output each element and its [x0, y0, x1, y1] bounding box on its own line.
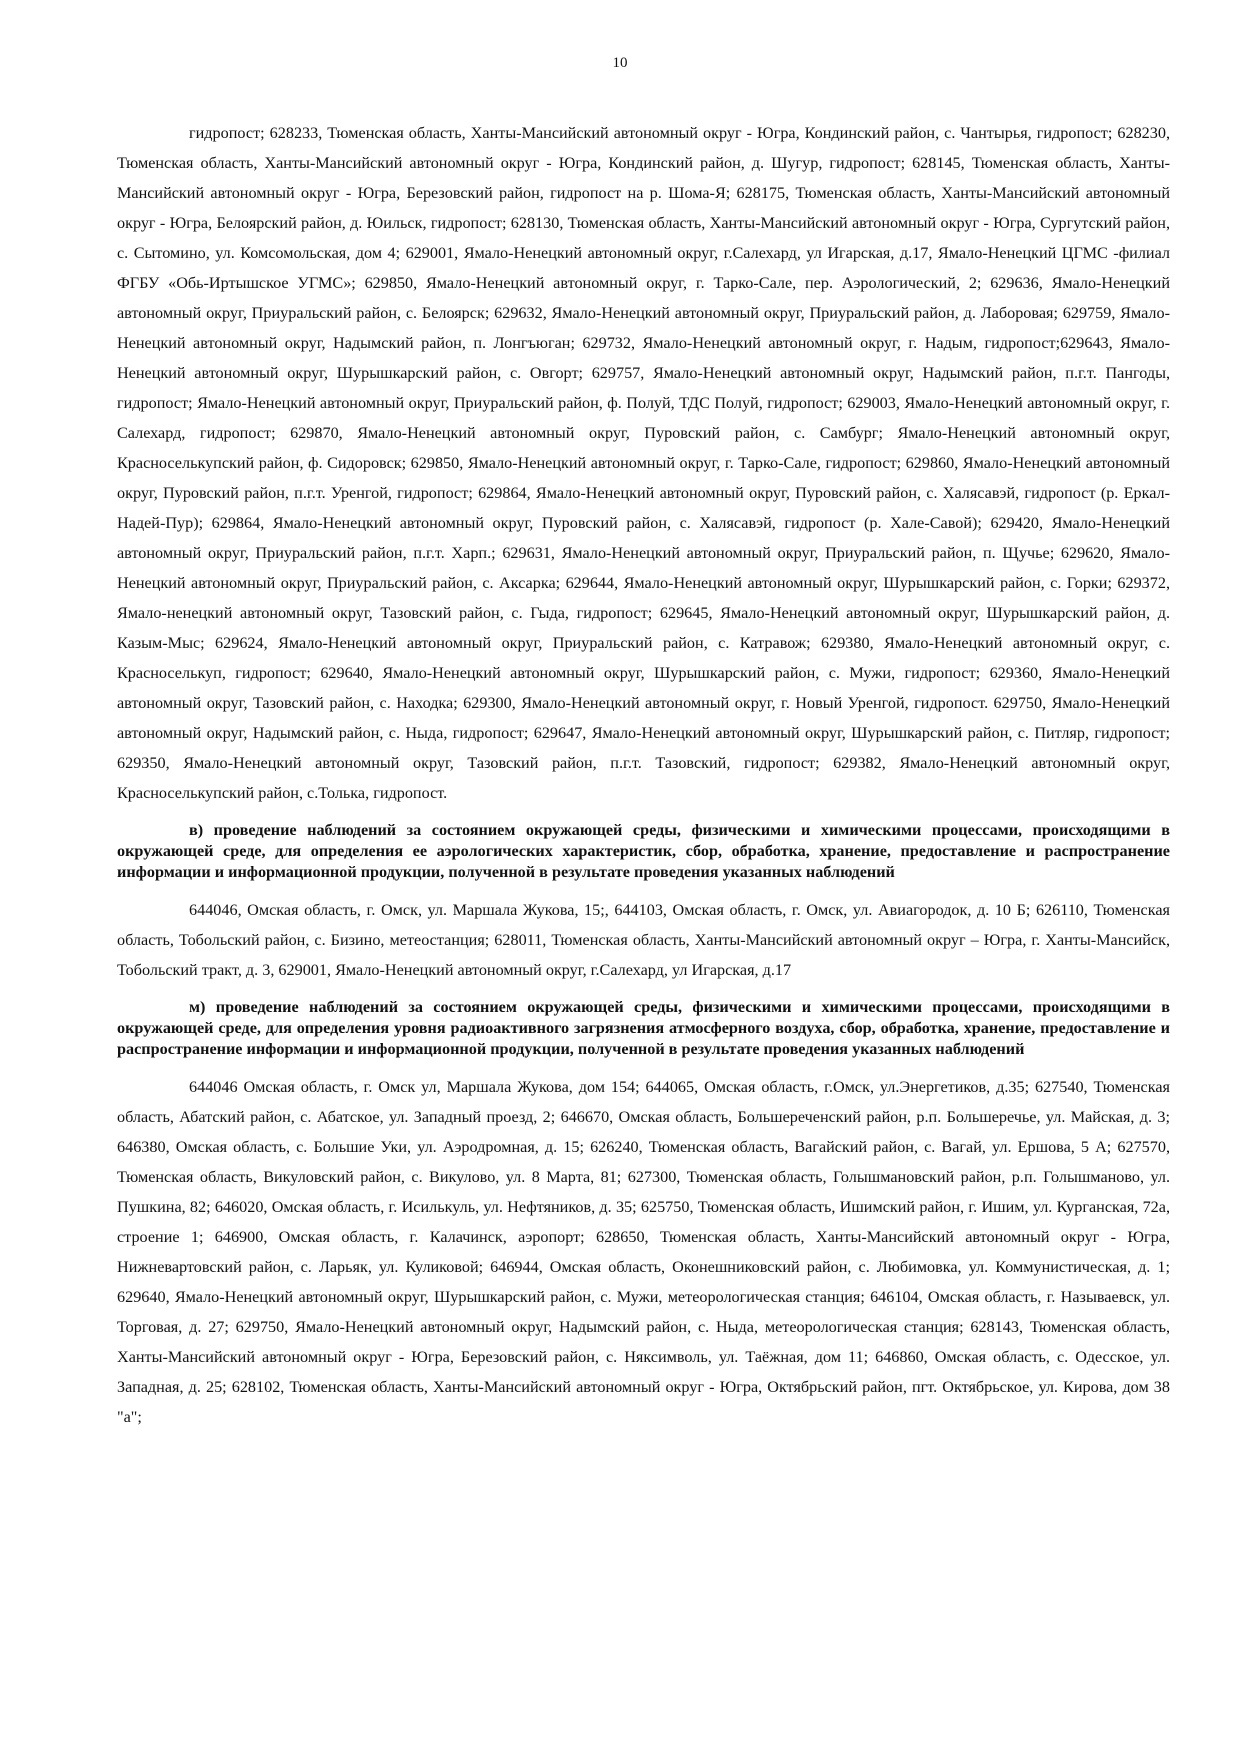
section-heading-v: в) проведение наблюдений за состоянием окружающей среды, физическими и химическими процессами, происходящими в окружающей среде, для определения ее аэрологических характеристик, сбор, обработка, хранение, предоставление и распространение информации и информационной продукции, полученной в результате проведения указанных наблюдений — [117, 821, 1170, 881]
page-number: 10 — [612, 55, 628, 71]
paragraph-aerology-addresses: 644046, Омская область, г. Омск, ул. Маршала Жукова, 15;, 644103, Омская область, г. Омск, ул. Авиагородок, д. 10 Б; 626110, Тюменская область, Тобольский район, с. Бизино, метеостанция; 628011, Тюменская область, Ханты-Мансийский автономный округ – Югра, г. Ханты-Мансийск, Тобольский тракт, д. 3, 629001, Ямало-Ненецкий автономный округ, г.Салехард, ул Игарская, д.17 — [117, 901, 1170, 979]
paragraph-hydroposts-list: гидропост; 628233, Тюменская область, Ханты-Мансийский автономный округ - Югра, Кондинский район, с. Чантырья, гидропост; 628230, Тюменская область, Ханты-Мансийский автономный округ - Югра, Кондинский район, д. Шугур, гидропост; 628145, Тюменская область, Ханты-Мансийский автономный округ - Югра, Березовский район, гидропост на р. Шома-Я; 628175, Тюменская область, Ханты-Мансийский автономный округ - Югра, Белоярский район, д. Юильск, гидропост; 628130, Тюменская область, Ханты-Мансийский автономный округ - Югра, Сургутский район, с. Сытомино, ул. Комсомольская, дом 4; 629001, Ямало-Ненецкий автономный округ, г.Салехард, ул Игарская, д.17, Ямало-Ненецкий ЦГМС -филиал ФГБУ «Обь-Иртышское УГМС»; 629850, Ямало-Ненецкий автономный округ, г. Тарко-Сале, пер. Аэрологический, 2; 629636, Ямало-Ненецкий автономный округ, Приуральский район, с. Белоярск; 629632, Ямало-Ненецкий автономный округ, Приуральский район, д. Лаборовая; 629759, Ямало-Ненецкий автономный округ, Надымский район, п. Лонгъюган; 629732, Ямало-Ненецкий автономный округ, г. Надым, гидропост;629643, Ямало-Ненецкий автономный округ, Шурышкарский район, с. Овгорт; 629757, Ямало-Ненецкий автономный округ, Надымский район, п.г.т. Пангоды, гидропост; Ямало-Ненецкий автономный округ, Приуральский район, ф. Полуй, ТДС Полуй, гидропост; 629003, Ямало-Ненецкий автономный округ, г. Салехард, гидропост; 629870, Ямало-Ненецкий автономный округ, Пуровский район, с. Самбург; Ямало-Ненецкий автономный округ, Красноселькупский район, ф. Сидоровск; 629850, Ямало-Ненецкий автономный округ, г. Тарко-Сале, гидропост; 629860, Ямало-Ненецкий автономный округ, Пуровский район, п.г.т. Уренгой, гидропост; 629864, Ямало-Ненецкий автономный округ, Пуровский район, с. Халясавэй, гидропост (р. Еркал-Надей-Пур); 629864, Ямало-Ненецкий автономный округ, Пуровский район, с. Халясавэй, гидропост (р. Хале-Савой); 629420, Ямало-Ненецкий автономный округ, Приуральский район, п.г.т. Харп.; 629631, Ямало-Ненецкий автономный округ, Приуральский район, п. Щучье; 629620, Ямало-Ненецкий автономный округ, Приуральский район, с. Аксарка; 629644, Ямало-Ненецкий автономный округ, Шурышкарский район, с. Горки; 629372, Ямало-ненецкий автономный округ, Тазовский район, с. Гыда, гидропост; 629645, Ямало-Ненецкий автономный округ, Шурышкарский район, д. Казым-Мыс; 629624, Ямало-Ненецкий автономный округ, Приуральский район, с. Катравож; 629380, Ямало-Ненецкий автономный округ, с. Красноселькуп, гидропост; 629640, Ямало-Ненецкий автономный округ, Шурышкарский район, с. Мужи, гидропост; 629360, Ямало-Ненецкий автономный округ, Тазовский район, с. Находка; 629300, Ямало-Ненецкий автономный округ, г. Новый Уренгой, гидропост. 629750, Ямало-Ненецкий автономный округ, Надымский район, с. Ныда, гидропост; 629647, Ямало-Ненецкий автономный округ, Шурышкарский район, с. Питляр, гидропост; 629350, Ямало-Ненецкий автономный округ, Тазовский район, п.г.т. Тазовский, гидропост; 629382, Ямало-Ненецкий автономный округ, Красноселькупский район, с.Толька, гидропост. — [117, 124, 1170, 802]
section-heading-m: м) проведение наблюдений за состоянием окружающей среды, физическими и химическими процессами, происходящими в окружающей среде, для определения уровня радиоактивного загрязнения атмосферного воздуха, сбор, обработка, хранение, предоставление и распространение информации и информационной продукции, полученной в результате проведения указанных наблюдений — [117, 998, 1170, 1058]
paragraph-radioactivity-addresses: 644046 Омская область, г. Омск ул, Маршала Жукова, дом 154; 644065, Омская область, г.Омск, ул.Энергетиков, д.35; 627540, Тюменская область, Абатский район, с. Абатское, ул. Западный проезд, 2; 646670, Омская область, Большереченский район, р.п. Большеречье, ул. Майская, д. 3; 646380, Омская область, с. Большие Уки, ул. Аэродромная, д. 15; 626240, Тюменская область, Вагайский район, с. Вагай, ул. Ершова, 5 А; 627570, Тюменская область, Викуловский район, с. Викулово, ул. 8 Марта, 81; 627300, Тюменская область, Голышмановский район, р.п. Голышманово, ул. Пушкина, 82; 646020, Омская область, г. Исилькуль, ул. Нефтяников, д. 35; 625750, Тюменская область, Ишимский район, г. Ишим, ул. Курганская, 72а, строение 1; 646900, Омская область, г. Калачинск, аэропорт; 628650, Тюменская область, Ханты-Мансийский автономный округ - Югра, Нижневартовский район, с. Ларьяк, ул. Куликовой; 646944, Омская область, Оконешниковский район, с. Любимовка, ул. Коммунистическая, д. 1; 629640, Ямало-Ненецкий автономный округ, Шурышкарский район, с. Мужи, метеорологическая станция; 646104, Омская область, г. Называевск, ул. Торговая, д. 27; 629750, Ямало-Ненецкий автономный округ, Надымский район, с. Ныда, метеорологическая станция; 628143, Тюменская область, Ханты-Мансийский автономный округ - Югра, Березовский район, с. Няксимволь, ул. Таёжная, дом 11; 646860, Омская область, с. Одесское, ул. Западная, д. 25; 628102, Тюменская область, Ханты-Мансийский автономный округ - Югра, Октябрьский район, пгт. Октябрьское, ул. Кирова, дом 38 "а"; — [117, 1078, 1170, 1426]
document-body — [117, 118, 1170, 1432]
